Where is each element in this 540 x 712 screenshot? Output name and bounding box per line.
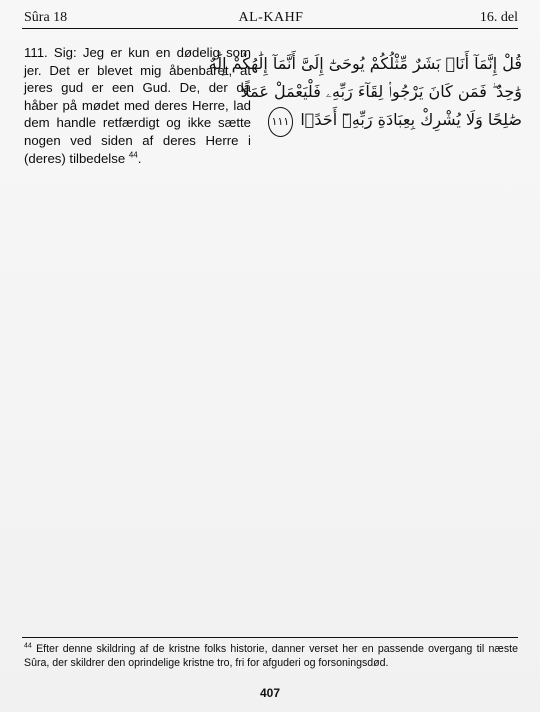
footnote-marker: 44 (24, 642, 32, 650)
footnote (24, 643, 518, 670)
arabic-line-1: قُلْ إِنَّمَآ أَنَا۠ بَشَرٌ مِّثْلُكُمْ يُوحَىٰٓ إِلَىَّ أَنَّمَآ إِلَٰهُكُمْ إِلَٰهٌ (208, 54, 522, 73)
header-part: 16. del (479, 10, 518, 25)
verse-arabic (208, 50, 522, 137)
arabic-line-2: وَٰحِدٌ ۖ فَمَن كَانَ يَرْجُوا۟ لِقَآءَ رَبِّهِۦ فَلْيَعْمَلْ عَمَلًا (240, 82, 522, 101)
footnote-reference: 44 (128, 150, 138, 160)
verse-text: 111. Sig: Jeg er kun en dødelig som jer. Det er blevet mig åbenbaret, at jeres gud er een Gud. De, der da håber på mødet med deres Herre, lad dem handle retfærdigt og ikke sætte nogen ved siden af deres Herre i (deres) tilbedelse (24, 45, 251, 166)
arabic-line-3-text: صَٰلِحًا وَلَا يُشْرِكْ بِعِبَادَةِ رَبِّهِۦٓ أَحَدًۢا (300, 110, 522, 129)
verse-translation: 111. Sig: Jeg er kun en dødelig som jer. Det er blevet mig åbenbaret, at jeres gud er een Gud. De, der da håber på mødet med deres Herre, lad dem handle retfærdigt og ikke sætte nogen ved siden af deres Herre i (deres) tilbedelse $^{44}$. (24, 45, 251, 166)
footnote-text: Efter denne skildring af de kristne folks historie, danner verset her en passende overgang til næste Sûra, der skildrer den oprindelige kristne tro, fri for afguderi og forsoningsdød. (24, 643, 518, 669)
header-title: AL-KAHF (238, 10, 304, 25)
arabic-line-3 (258, 106, 522, 137)
ayah-number-marker: ١١١ (268, 107, 294, 137)
footnote-rule (22, 637, 518, 638)
header-rule (22, 28, 518, 29)
page-number: 407 (259, 686, 281, 700)
running-header (24, 6, 518, 26)
header-sura: Sûra 18 (24, 10, 68, 25)
